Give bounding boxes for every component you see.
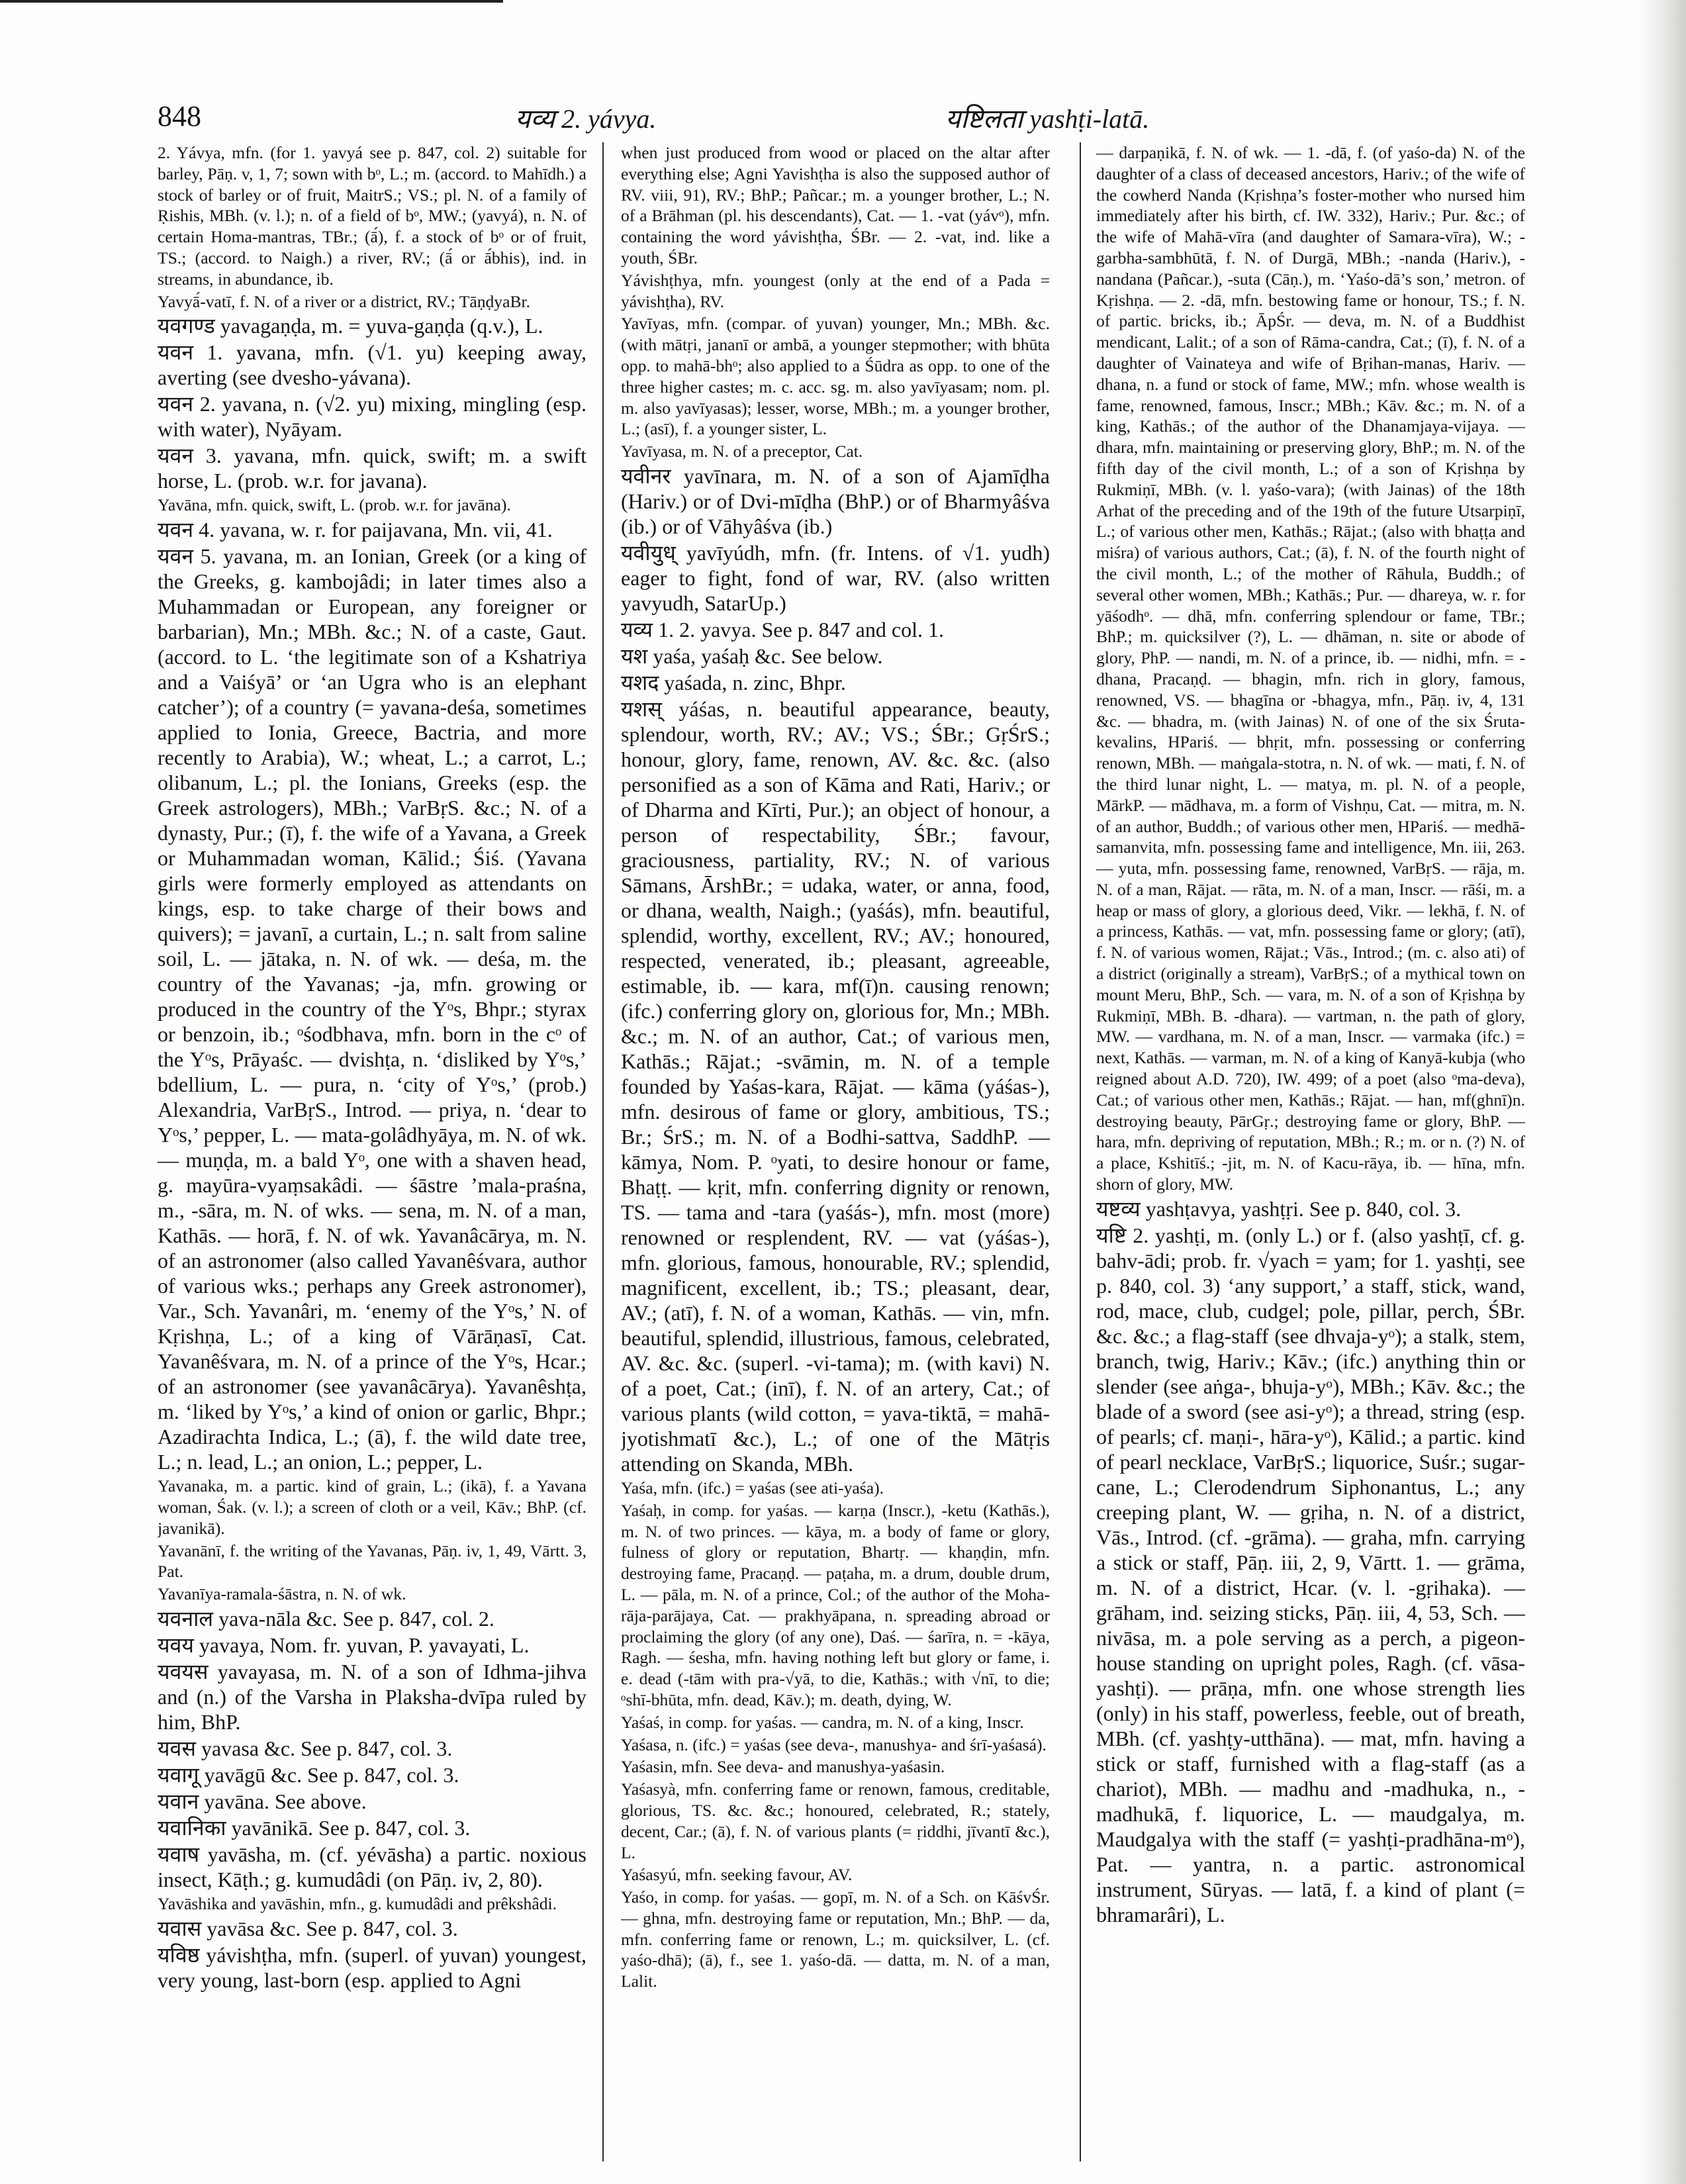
dictionary-entry: Yavyā́-vatī, f. N. of a river or a district, RV.; TāṇḍyaBr. [158, 291, 531, 311]
page-binding-shadow [1640, 0, 1686, 2184]
dictionary-entry: यष्टि 2. yashṭi, m. (only L.) or f. (also yashṭī, cf. g. bahv-ādi; prob. fr. √yach = yam; for 1. yashṭi, see p. 840, col. 3) ‘any support,’ a staff, stick, wand, rod, mace, club, cudgel; pole, pillar, perch, ŚBr. &c. &c.; a flag-staff (see dhvaja-yᵒ); a stalk, stem, branch, twig, Hariv.; Kāv.; (ifc.) anything thin or slender (see aṅga-, bhuja-yᵒ), MBh.; Kāv. &c.; the blade of a sword (see asi-yᵒ); a thread, string (esp. of pearls; cf. maṇi-, hāra-yᵒ), Kālid.; a partic. kind of pearl necklace, VarBṛS.; liquorice, Suśr.; sugar-cane, L.; Clerodendrum Siphonantus, L.; any creeping plant, W. — gṛiha, n. N. of a district, Vās., Introd. (cf. -grāma). — graha, mfn. carrying a stick or staff, Pāṇ. iii, 2, 9, Vārtt. 1. — grāma, m. N. of a district, Hcar. (v. l. -gṛihaka). — grāham, ind. seizing sticks, Pāṇ. iii, 4, 53, Sch. — nivāsa, m. a pole serving as a perch, a pigeon-house standing on upright poles, Ragh. (cf. vāsa-yashṭi). — prāṇa, mfn. one whose strength lies (only) in his staff, powerless, feeble, out of breath, MBh. (cf. yashṭy-utthāna). — mat, mfn. having a stick or staff, furnished with a flag-staff (as a chariot), MBh. — madhu and -madhuka, n., -madhukā, f. liquorice, L. — maudgalya, m. Maudgalya with the staff (= yashṭi-pradhāna-mᵒ), Pat. — yantra, n. a partic. astronomical instrument, Sūryas. — latā, f. a kind of plant (= bhramarâri), L. [1096, 1223, 1525, 1926]
dictionary-entry: Yaśasyú, mfn. seeking favour, AV. [621, 1865, 853, 1885]
dictionary-entry: Yaśaḥ, in comp. for yaśas. — karṇa (Inscr.), -ketu (Kathās.), m. N. of two princes. — kāya, m. a body of fame or glory, fulness of glory or reputation, Bhartṛ. — khaṇḍin, mfn. destroying fame, Pracaṇḍ. — paṭaha, m. a drum, double drum, L. — pāla, m. N. of a prince, Col.; of the author of the Moha-rāja-parājaya, Cat. — prakhyāpana, n. spreading abroad or proclaiming the glory (of any one), Daś. — śarīra, n. = -kāya, Ragh. — śesha, mfn. having nothing left but glory or fame, i. e. dead (-tām with pra-√yā, to die, Kathās.; with √nī, to die; ᵒshī-bhūta, mfn. dead, Kāv.); m. death, dying, W. [621, 1500, 1050, 1709]
dictionary-entry: Yavanīya-ramala-śāstra, n. N. of wk. [158, 1584, 406, 1604]
dictionary-entry: यवास yavāsa &c. See p. 847, col. 3. [158, 1916, 458, 1940]
dictionary-entry: यवन 5. yavana, m. an Ionian, Greek (or a king of the Greeks, g. kambojâdi; in later times also a Muhammadan or European, any foreigner or barbarian), Mn.; MBh. &c.; N. of a caste, Gaut. (accord. to L. ‘the legitimate son of a Kshatriya and a Vaiśyā’ or ‘an Ugra who is an elephant catcher’); of a country (= yavana-deśa, sometimes applied to Ionia, Greece, Bactria, and more recently to Arabia), W.; wheat, L.; a carrot, L.; olibanum, L.; pl. the Ionians, Greeks (esp. the Greek astrologers), MBh.; VarBṛS. &c.; N. of a dynasty, Pur.; (ī), f. the wife of a Yavana, a Greek or Muhammadan woman, Kālid.; Śiś. (Yavana girls were formerly employed as attendants on kings, esp. to take charge of their bows and quivers); = javanī, a curtain, L.; n. salt from saline soil, L. — jātaka, n. N. of wk. — deśa, m. the country of the Yavanas; -ja, mfn. growing or produced in the country of the Yᵒs, Bhpr.; styrax or benzoin, ib.; ᵒśodbhava, mfn. born in the cᵒ of the Yᵒs, Prāyaśc. — dvishṭa, n. ‘disliked by Yᵒs,’ bdellium, L. — pura, n. ‘city of Yᵒs,’ (prob.) Alexandria, VarBṛS., Introd. — priya, n. ‘dear to Yᵒs,’ pepper, L. — mata-golâdhyāya, m. N. of wk. — muṇḍa, m. a bald Yᵒ, one with a shaven head, g. mayūra-vyaṃsakâdi. — śāstre ’mala-praśna, m., -sāra, m. N. of wks. — sena, m. N. of a man, Kathās. — horā, f. N. of wk. Yavanâcārya, m. N. of an astronomer (also called Yavanêśvara, author of various wks.; perhaps any Greek astronomer), Var., Sch. Yavanâri, m. ‘enemy of the Yᵒs,’ N. of Kṛishṇa, L.; of a king of Vārāṇasī, Cat. Yavanêśvara, m. N. of a prince of the Yᵒs, Hcar.; of an astronomer (see yavanâcārya). Yavanêshṭa, m. ‘liked by Yᵒs,’ a kind of onion or garlic, Bhpr.; Azadirachta Indica, L.; (ā), f. the wild date tree, L.; n. lead, L.; an onion, L.; pepper, L. [158, 544, 586, 1474]
dictionary-entry: 2. Yávya, mfn. (for 1. yavyá see p. 847, col. 2) suitable for barley, Pāṇ. v, 1, 7; sown with bᵒ, L.; m. (accord. to Mahīdh.) a stock of barley or of fruit, MaitrS.; VS.; pl. N. of a family of Ṛishis, MBh. (v. l.); n. of a field of bᵒ, MW.; (yavyá), n. N. of certain Homa-mantras, TBr.; (ā́), f. a stock of bᵒ or of fruit, TS.; (accord. to Naigh.) a river, RV.; (ā́ or ā́bhis), ind. in streams, in abundance, ib. [158, 143, 586, 289]
dictionary-entry: Yaśaś, in comp. for yaśas. — candra, m. N. of a king, Inscr. [621, 1712, 1024, 1732]
dictionary-entry: यवानिका yavānikā. See p. 847, col. 3. [158, 1815, 471, 1840]
column-divider-1 [602, 142, 604, 2161]
dictionary-entry: — darpaṇikā, f. N. of wk. — 1. -dā, f. (of yaśo-da) N. of the daughter of a class of deceased ancestors, Hariv.; of the wife of the cowherd Nanda (Kṛishṇa’s foster-mother who nursed him immediately after his birth, cf. IW. 332), Hariv.; Pur. &c.; of the wife of Mahā-vīra (and daughter of Samara-vīra), W.; -garbha-sambhūtā, f. N. of Durgā, MBh.; -nanda (Hariv.), -nandana (Pañcar.), -suta (Cāṇ.), m. ‘Yaśo-dā’s son,’ metron. of Kṛishṇa. — 2. -dā, mfn. bestowing fame or honour, TS.; f. N. of partic. bricks, ib.; ĀpŚr. — deva, m. N. of a Buddhist mendicant, Lalit.; of a son of Rāma-candra, Cat.; (ī), f. N. of a daughter of Vainateya and wife of Bṛihan-manas, Hariv. — dhana, n. a fund or stock of fame, MW.; mfn. whose wealth is fame, renowned, famous, Inscr.; MBh.; Kāv. &c.; m. N. of a king, Kathās.; of the author of the Dhanamjaya-vijaya. — dhara, mfn. maintaining or preserving glory, BhP.; m. N. of the fifth day of the civil month, L.; of a son of Kṛishṇa by Rukmiṇī, MBh. (v. l. yaśo-vara); (with Jainas) of the 18th Arhat of the preceding and of the 19th of the future Utsarpiṇī, L.; of various other men, Kathās.; Rājat.; (also with bhaṭṭa and miśra) of various authors, Cat.; (ā), f. N. of the fourth night of the civil month, L.; of the mother of Rāhula, Buddh.; of several other women, MBh.; Kathās.; Pur. — dhareya, w. r. for yāśodhᵒ. — dhā, mfn. conferring splendour or fame, TBr.; BhP.; m. quicksilver (?), L. — dhāman, n. site or abode of glory, PhP. — nandi, m. N. of a prince, ib. — nidhi, mfn. = -dhana, Pracaṇḍ. — bhagin, mfn. rich in glory, famous, renowned, VS. — bhagīna or -bhagya, mfn., Pāṇ. iv, 4, 131 &c. — bhadra, m. (with Jainas) N. of one of the six Śruta-kevalins, HPariś. — bhṛit, mfn. possessing or conferring renown, MBh. — maṅgala-stotra, n. N. of wk. — mati, f. N. of the third lunar night, L. — matya, m. pl. N. of a people, MārkP. — mādhava, m. a form of Vishṇu, Cat. — mitra, m. N. of an author, Buddh.; of various other men, HPariś. — medhā-samanvita, mfn. possessing fame and intelligence, Mn. iii, 263. — yuta, mfn. possessing fame, renowned, VarBṛS. — rāja, m. N. of a man, Rājat. — rāta, m. N. of a man, Inscr. — rāśi, m. a heap or mass of glory, a glorious deed, Vikr. — lekhā, f. N. of a princess, Kathās. — vat, mfn. possessing fame or glory; (atī), f. N. of various women, Rājat.; Vās., Introd.; (m. c. also ati) of a district (originally a stream), VarBṛS.; of a mythical town on mount Meru, BhP., Sch. — vara, m. N. of a son of Kṛishṇa by Rukmiṇī, MBh. B. -dhara). — vartman, n. the path of glory, MW. — vardhana, m. N. of a man, Inscr. — varmaka (ifc.) = next, Kathās. — varman, m. N. of a king of Kanyā-kubja (who reigned about A.D. 720), IW. 499; of a poet (also ᵒma-deva), Cat.; of various other men, Kathās.; Rājat. — han, mf(ghnī)n. destroying beauty, PārGṛ.; destroying fame or glory, BhP. — hara, mfn. depriving of reputation, MBh.; R.; m. or n. (?) N. of a place, Kshitīś.; -jit, m. N. of Kacu-rāya, ib. — hīna, mfn. shorn of glory, MW. [1096, 143, 1525, 1194]
column-3 [1096, 142, 1525, 2165]
dictionary-entry: यवस yavasa &c. See p. 847, col. 3. [158, 1736, 453, 1760]
column-2 [621, 142, 1050, 2165]
top-edge-rule [0, 0, 503, 17]
dictionary-entry: Yaśasin, mfn. See deva- and manushya-yaśasin. [621, 1757, 945, 1777]
dictionary-entry: यवान yavāna. See above. [158, 1789, 367, 1813]
dictionary-entry: Yavīyas, mfn. (compar. of yuvan) younger, Mn.; MBh. &c. (with mātṛi, jananī or ambā, a younger stepmother; with bhūta opp. to mahā-bhᵒ; also applied to a Śūdra as opp. to one of the three higher castes; m. c. acc. sg. m. also yavīyasam; nom. pl. m. also yavīyasas); lesser, worse, MBh.; m. a younger brother, L.; (asī), f. a younger sister, L. [621, 314, 1050, 439]
dictionary-entry: when just produced from wood or placed on the altar after everything else; Agni Yavishṭha is also the supposed author of RV. viii, 91), RV.; BhP.; Pañcar.; m. a younger brother, L.; N. of a Brāhman (pl. his descendants), Cat. — 1. -vat (yávᵒ), mfn. containing the word yávishṭha, ŚBr. — 2. -vat, ind. like a youth, ŚBr. [621, 143, 1050, 267]
dictionary-entry: यवन 4. yavana, w. r. for paijavana, Mn. vii, 41. [158, 518, 553, 542]
dictionary-entry: यवाष yavāsha, m. (cf. yévāsha) a partic. noxious insect, Kāṭh.; g. kumudâdi (on Pāṇ. iv, 2, 80). [158, 1842, 586, 1891]
dictionary-entry: Yavāshika and yavāshin, mfn., g. kumudâdi and prêkshâdi. [158, 1893, 557, 1913]
dictionary-entry: Yaśa, mfn. (ifc.) = yaśas (see ati-yaśa). [621, 1478, 884, 1497]
dictionary-entry: यवनाल yava-nāla &c. See p. 847, col. 2. [158, 1606, 494, 1631]
dictionary-entry: Yaśasyà, mfn. conferring fame or renown, famous, creditable, glorious, TS. &c. &c.; honoured, celebrated, R.; stately, decent, Car.; (ā), f. N. of various plants (= ṛiddhi, jīvantī &c.), L. [621, 1780, 1050, 1862]
dictionary-entry: यवन 1. yavana, mfn. (√1. yu) keeping away, averting (see dvesho-yávana). [158, 340, 586, 390]
dictionary-entry: Yaśo, in comp. for yaśas. — gopī, m. N. of a Sch. on KāśvŚr. — ghna, mfn. destroying fame or reputation, Mn.; BhP. — da, mfn. conferring fame or renown, L.; m. quicksilver, L. (cf. yaśo-dhā); (ā), f., see 1. yaśo-dā. — datta, m. N. of a man, Lalit. [621, 1887, 1050, 1991]
dictionary-entry: यष्टव्य yashṭavya, yashṭṛi. See p. 840, col. 3. [1096, 1196, 1462, 1221]
dictionary-entry: Yavanaka, m. a partic. kind of grain, L.; (ikā), f. a Yavana woman, Śak. (v. l.); a screen of cloth or a veil, Kāv.; BhP. (cf. javanikā). [158, 1476, 586, 1538]
dictionary-entry: यवय yavaya, Nom. fr. yuvan, P. yavayati, L. [158, 1633, 530, 1657]
dictionary-entry: Yaśasa, n. (ifc.) = yaśas (see deva-, manushya- and śrī-yaśasá). [621, 1734, 1047, 1754]
dictionary-entry: Yavanānī, f. the writing of the Yavanas, Pāṇ. iv, 1, 49, Vārtt. 3, Pat. [158, 1541, 586, 1582]
dictionary-entry: यवयस yavayasa, m. N. of a son of Idhma-jihva and (n.) of the Varsha in Plaksha-dvīpa ruled by him, BhP. [158, 1659, 586, 1734]
dictionary-entry: यवीनर yavīnara, m. N. of a son of Ajamīḍha (Hariv.) or of Dvi-mīḍha (BhP.) or of Bharmyâśva (ib.) or of Vāhyâśva (ib.) [621, 463, 1050, 538]
dictionary-entry: यव्य 1. 2. yavya. See p. 847 and col. 1. [621, 617, 944, 641]
left-running-headword: यव्य 2. yávya. [515, 104, 657, 134]
dictionary-entry: यविष्ठ yávishṭha, mfn. (superl. of yuvan) youngest, very young, last-born (esp. applied to Agni [158, 1942, 586, 1992]
dictionary-entry: यवगण्ड yavagaṇḍa, m. = yuva-gaṇḍa (q.v.), L. [158, 314, 543, 338]
dictionary-entry: यवन 2. yavana, n. (√2. yu) mixing, mingling (esp. with water), Nyāyam. [158, 392, 586, 442]
right-running-headword: यष्टिलता yashṭi-latā. [945, 104, 1150, 134]
dictionary-entry: यशस् yáśas, n. beautiful appearance, beauty, splendour, worth, RV.; AV.; VS.; ŚBr.; GṛŚrS.; honour, glory, fame, renown, AV. &c. &c. (also personified as a son of Kāma and Rati, Hariv.; or of Dharma and Kīrti, Pur.); an object of honour, a person of respectability, ŚBr.; favour, graciousness, partiality, RV.; N. of various Sāmans, ĀrshBr.; = udaka, water, or anna, food, or dhana, wealth, Naigh.; (yaśás), mfn. beautiful, splendid, worthy, excellent, RV.; AV.; honoured, respected, venerated, ib.; pleasant, agreeable, estimable, ib. — kara, mf(ī)n. causing renown; (ifc.) conferring glory on, glorious for, Mn.; MBh. &c.; m. N. of an author, Cat.; of various men, Kathās.; Rājat.; -svāmin, m. N. of a temple founded by Yaśas-kara, Rājat. — kāma (yáśas-), mfn. desirous of fame or glory, ambitious, TS.; Br.; ŚrS.; m. N. of a Bodhi-sattva, SaddhP. — kāmya, Nom. P. ᵒyati, to desire honour or fame, Bhaṭṭ. — kṛit, mfn. conferring dignity or renown, TS. — tama and -tara (yaśás-), mfn. most (more) renowned or resplendent, RV. — vat (yáśas-), mfn. glorious, famous, honourable, RV.; splendid, magnificent, excellent, ib.; TS.; pleasant, dear, AV.; (atī), f. N. of a woman, Kathās. — vin, mfn. beautiful, splendid, illustrious, famous, celebrated, AV. &c. &c. (superl. -vi-tama); m. (with kavi) N. of a poet, Cat.; (inī), f. N. of an artery, Cat.; of various plants (wild cotton, = yava-tiktā, = mahā-jyotishmatī &c.), L.; of one of the Mātṛis attending on Skanda, MBh. [621, 696, 1050, 1476]
column-divider-2 [1080, 142, 1081, 2161]
text-columns [158, 142, 1541, 2165]
dictionary-entry: Yavīyasa, m. N. of a preceptor, Cat. [621, 442, 863, 461]
dictionary-entry: यवागू yavāgū &c. See p. 847, col. 3. [158, 1762, 459, 1787]
dictionary-entry: यश yaśa, yaśaḥ &c. See below. [621, 643, 883, 668]
dictionary-entry: यशद yaśada, n. zinc, Bhpr. [621, 670, 846, 694]
dictionary-entry: Yávishṭhya, mfn. youngest (only at the end of a Pada = yávishṭha), RV. [621, 270, 1050, 311]
dictionary-entry: Yavāna, mfn. quick, swift, L. (prob. w.r. for javāna). [158, 495, 511, 515]
page-number: 848 [158, 100, 201, 132]
dictionary-entry: यवीयुध् yavīyúdh, mfn. (fr. Intens. of √1. yudh) eager to fight, fond of war, RV. (also written yavyudh, SatarUp.) [621, 540, 1050, 615]
dictionary-entry: यवन 3. yavana, mfn. quick, swift; m. a swift horse, L. (prob. w.r. for javana). [158, 444, 586, 493]
column-1 [158, 142, 586, 2165]
